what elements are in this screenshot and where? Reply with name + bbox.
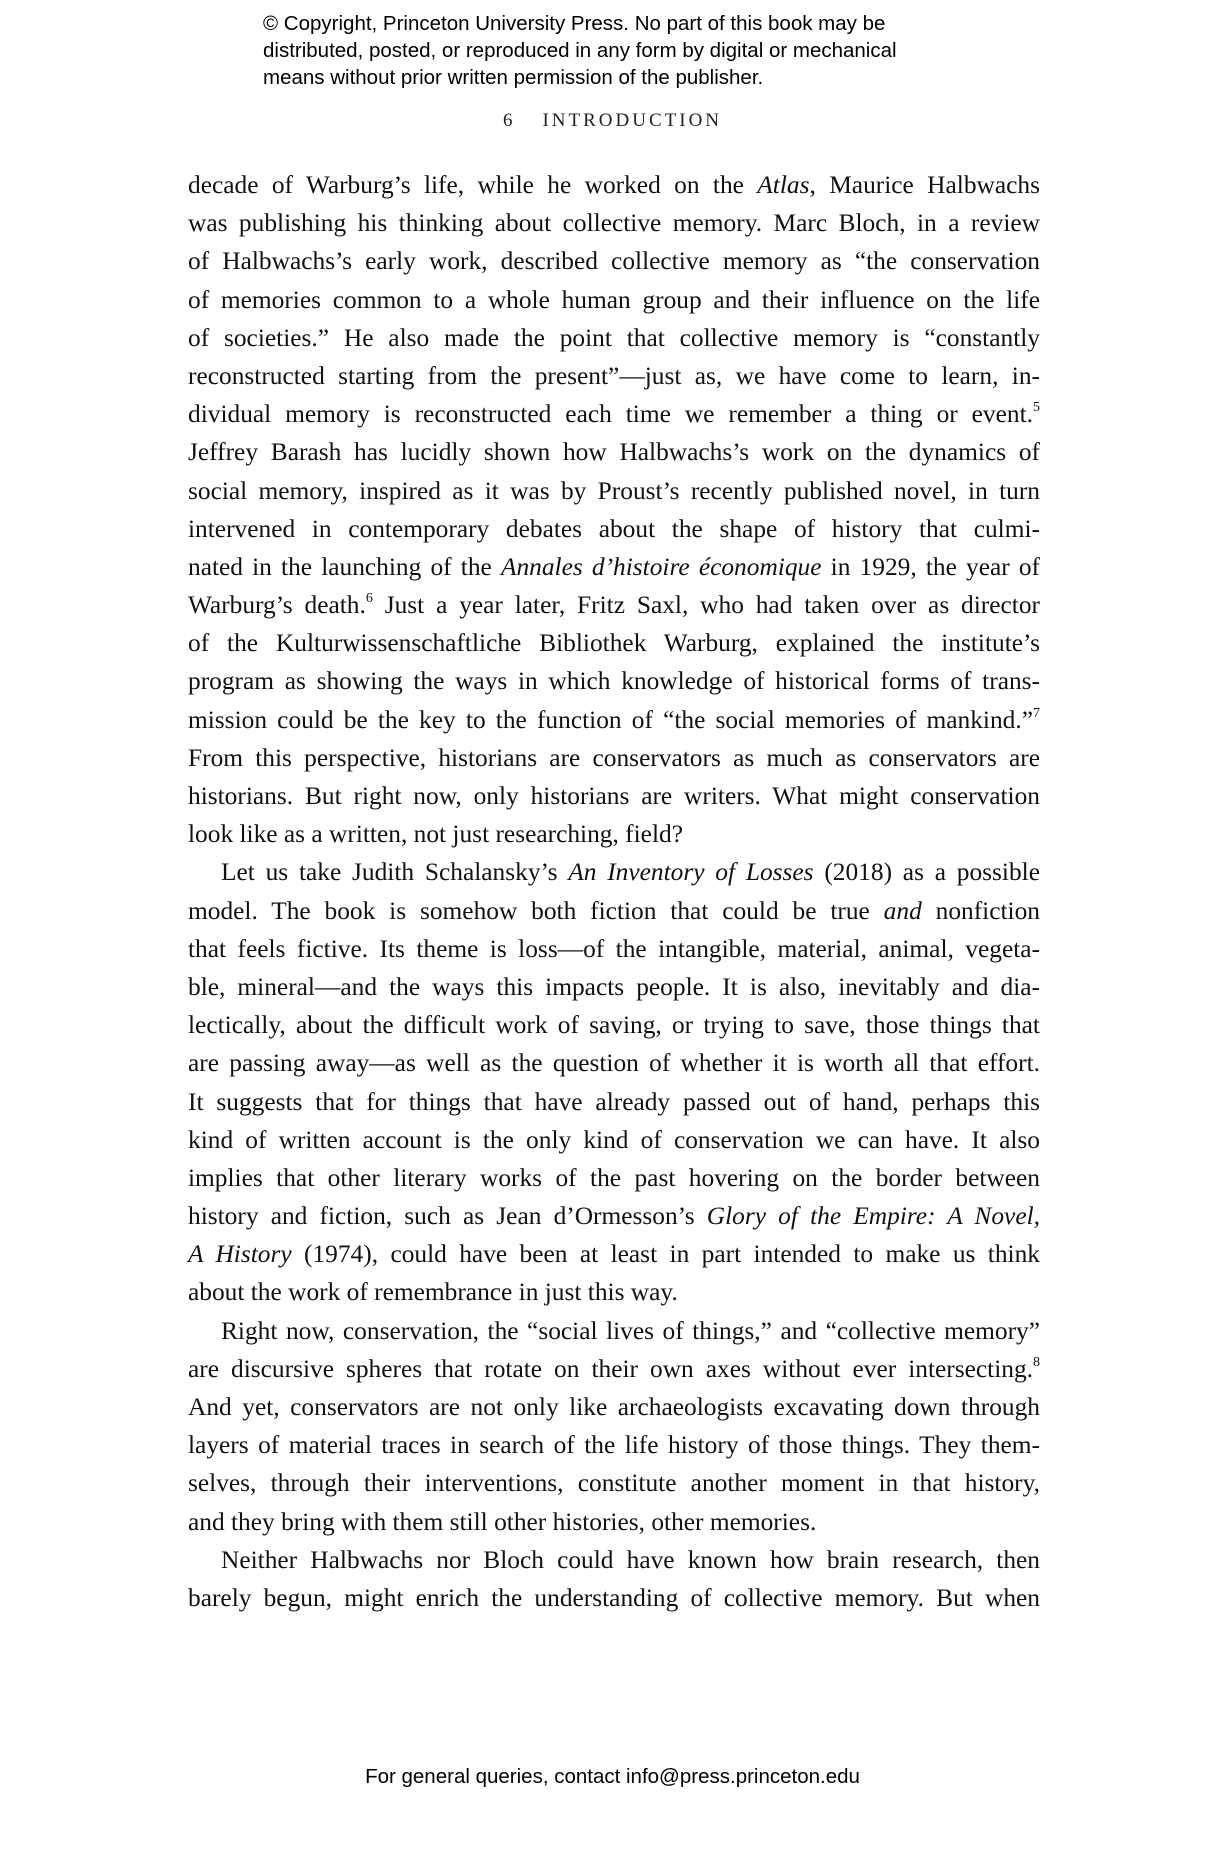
footer-contact: For general queries, contact info@press.princeton.edu: [365, 1765, 860, 1788]
text-line: history and fiction, such as Jean d’Ormesson’s Glory of the Empire: A Novel,: [188, 1202, 1040, 1231]
text-line: selves, through their interventions, constitute another moment in that history,: [188, 1469, 1040, 1498]
running-head: [0, 110, 1225, 132]
copyright-line: distributed, posted, or reproduced in any form by digital or mechanical: [263, 39, 897, 62]
text-line: about the work of remembrance in just this way.: [188, 1278, 678, 1307]
text-line: social memory, inspired as it was by Proust’s recently published novel, in turn: [188, 476, 1040, 505]
text-line: look like as a written, not just researching, field?: [188, 820, 683, 849]
page-number: 6: [502, 110, 513, 131]
text-line: From this perspective, historians are conservators as much as conservators are: [188, 743, 1040, 772]
text-line: nated in the launching of the Annales d’histoire économique in 1929, the year of: [188, 552, 1040, 581]
text-line: intervened in contemporary debates about the shape of history that culmi-: [188, 514, 1040, 543]
copyright-notice: [263, 10, 963, 91]
text-line: And yet, conservators are not only like archaeologists excavating down through: [188, 1393, 1040, 1421]
footnote-ref: 5: [1033, 400, 1040, 416]
text-line: are discursive spheres that rotate on their own axes without ever intersecting.$^8$: [188, 1354, 1040, 1383]
text-line: barely begun, might enrich the understanding of collective memory. But when: [188, 1583, 1040, 1612]
footnote-ref: 8: [1033, 1354, 1040, 1370]
text-line: A History (1974), could have been at least in part intended to make us think: [188, 1240, 1041, 1269]
text-line: and they bring with them still other histories, other memories.: [188, 1507, 817, 1536]
text-line: are passing away—as well as the question of whether it is worth all that effort.: [188, 1049, 1040, 1078]
text-line: that feels fictive. Its theme is loss—of the intangible, material, animal, vegeta-: [188, 934, 1040, 963]
footnote-ref: 6: [365, 591, 373, 607]
text-line: Right now, conservation, the “social lives of things,” and “collective memory”: [221, 1316, 1040, 1345]
text-line: lectically, about the difficult work of saving, or trying to save, those things that: [188, 1011, 1040, 1040]
text-line: implies that other literary works of the past hovering on the border between: [188, 1163, 1040, 1192]
text-line: of Halbwachs’s early work, described collective memory as “the conservation: [188, 247, 1040, 276]
text-line: model. The book is somehow both fiction that could be true and nonfiction: [188, 896, 1040, 925]
text-line: of memories common to a whole human group and their influence on the life: [188, 285, 1040, 314]
text-line: Jeffrey Barash has lucidly shown how Halbwachs’s work on the dynamics of: [188, 438, 1040, 467]
text-line: layers of material traces in search of the life history of those things. They them-: [188, 1431, 1040, 1460]
text-line: kind of written account is the only kind of conservation we can have. It also: [188, 1125, 1040, 1154]
text-line: Neither Halbwachs nor Bloch could have known how brain research, then: [221, 1545, 1040, 1574]
text-line: was publishing his thinking about collective memory. Marc Bloch, in a review: [188, 209, 1040, 238]
body-text: [188, 166, 1040, 1617]
copyright-line: © Copyright, Princeton University Press. No part of this book may be: [263, 12, 886, 35]
text-line: of the Kulturwissenschaftliche Bibliothek Warburg, explained the institute’s: [188, 629, 1040, 658]
footnote-ref: 7: [1033, 705, 1040, 721]
text-line: reconstructed starting from the present”—just as, we have come to learn, in-: [188, 361, 1040, 390]
section-title: INTRODUCTION: [542, 110, 723, 131]
text-line: ble, mineral—and the ways this impacts people. It is also, inevitably and dia-: [188, 972, 1040, 1001]
text-line: historians. But right now, only historians are writers. What might conservation: [188, 782, 1040, 810]
text-line: of societies.” He also made the point that collective memory is “constantly: [188, 323, 1040, 352]
text-line: dividual memory is reconstructed each time we remember a thing or event.$^5$: [188, 400, 1040, 429]
text-line: It suggests that for things that have already passed out of hand, perhaps this: [188, 1087, 1040, 1116]
text-line: mission could be the key to the function of “the social memories of mankind.”$^7$: [188, 705, 1040, 734]
text-line: decade of Warburg’s life, while he worked on the Atlas, Maurice Halbwachs: [188, 171, 1040, 199]
copyright-line: means without prior written permission of the publisher.: [263, 66, 764, 89]
text-line: Let us take Judith Schalansky’s An Inventory of Losses (2018) as a possible: [221, 858, 1041, 887]
text-line: program as showing the ways in which knowledge of historical forms of trans-: [188, 667, 1040, 696]
text-line: Warburg’s death.$^6$ Just a year later, Fritz Saxl, who had taken over as director: [188, 591, 1040, 620]
